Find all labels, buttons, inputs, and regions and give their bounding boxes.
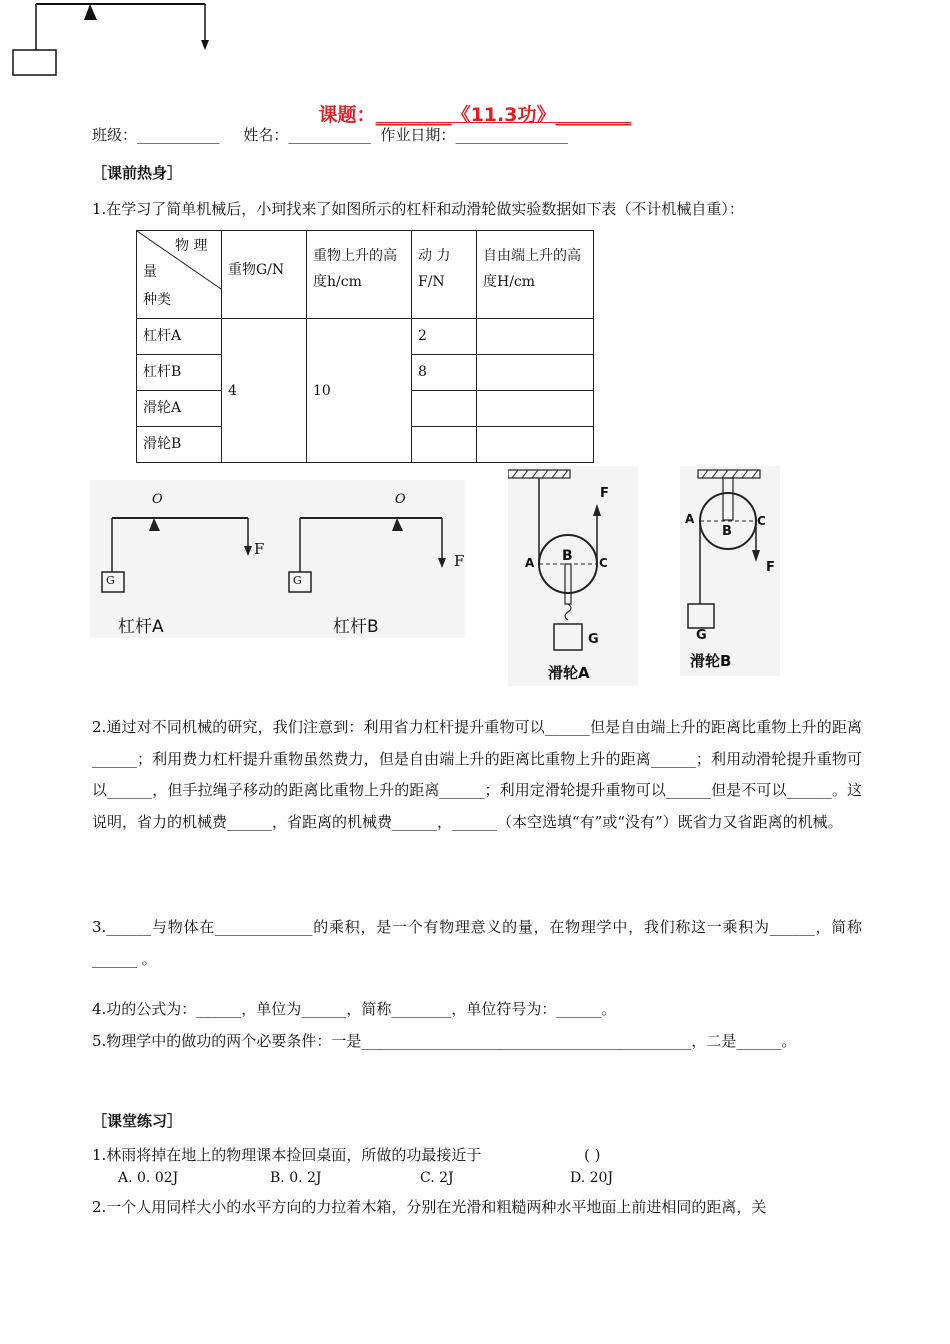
lever-a-caption: 杠杆A (118, 617, 164, 637)
label-c: C (757, 514, 766, 528)
q1-intro: 1.在学习了简单机械后，小珂找来了如图所示的杠杆和动滑轮做实验数据如下表（不计机械自重）： (92, 200, 744, 218)
free-value (477, 355, 594, 391)
weight-g-label: G (696, 628, 707, 643)
page-title: 课题：________《11.3功》________ (318, 104, 632, 126)
row-name: 滑轮B (137, 427, 222, 463)
question-4: 4.功的公式为：______，单位为______，简称________，单位符号为：______。 (92, 1000, 617, 1018)
force-value: 8 (412, 355, 477, 391)
row-name: 杠杆A (137, 319, 222, 355)
free-value (477, 427, 594, 463)
table-corner-cell: 物 理 量 种类 (137, 231, 222, 319)
answer-paren: ( ) (584, 1146, 601, 1164)
force-value: 2 (412, 319, 477, 355)
question-3: 3.______与物体在_____________的乘积，是一个有物理意义的量，在物理学中，我们称这一乘积为______，简称______ 。 (92, 918, 862, 968)
section-practice: ［课堂练习］ (92, 1112, 183, 1130)
option-c: C. 2J (420, 1170, 454, 1186)
practice-q2: 2.一个人用同样大小的水平方向的力拉着木箱，分别在光滑和粗糙两种水平地面上前进相同的距离，关 (92, 1198, 767, 1216)
height-value: 10 (307, 319, 412, 463)
pulley-b-caption: 滑轮B (690, 652, 732, 670)
row-name: 杠杆B (137, 355, 222, 391)
weight-value: 4 (222, 319, 307, 463)
force-f-label: F (766, 560, 775, 575)
label-a: A (525, 556, 535, 570)
label-b: B (562, 548, 573, 564)
header-force: 动 力F/N (412, 231, 477, 319)
pulley-a-figure (508, 466, 638, 686)
pivot-o-label: O (395, 492, 406, 507)
force-f-label: F (600, 486, 609, 501)
force-f-label: F (454, 552, 465, 570)
pivot-o-label: O (152, 492, 163, 507)
data-table (136, 230, 594, 463)
force-value (412, 427, 477, 463)
top-lever-fragment (0, 0, 220, 80)
option-a: A. 0. 02J (118, 1170, 179, 1186)
pulley-a-caption: 滑轮A (548, 664, 590, 682)
practice-q1-stem: 1.林雨将掉在地上的物理课本捡回桌面，所做的功最接近于 (92, 1146, 482, 1164)
question-5: 5.物理学中的做功的两个必要条件：一是____________________________________________，二是______。 (92, 1032, 797, 1050)
force-f-label: F (254, 540, 265, 558)
header-weight: 重物G/N (222, 231, 307, 319)
lever-a-diagram (102, 518, 252, 592)
header-height: 重物上升的高度h/cm (307, 231, 412, 319)
option-b: B. 0. 2J (270, 1170, 322, 1186)
option-d: D. 20J (570, 1170, 614, 1186)
free-value (477, 319, 594, 355)
label-c: C (599, 556, 608, 570)
lever-figure (90, 480, 465, 638)
label-a: A (685, 512, 695, 526)
weight-g-label: G (106, 574, 115, 587)
pulley-b-figure (680, 466, 780, 676)
force-value (412, 391, 477, 427)
info-line: 班级：___________ 姓名：___________ 作业日期：_______________ (92, 126, 568, 144)
practice-q1-options (0, 1170, 950, 1192)
header-free-end: 自由端上升的高度H/cm (477, 231, 594, 319)
lever-b-caption: 杠杆B (333, 617, 379, 637)
free-value (477, 391, 594, 427)
label-b: B (722, 524, 732, 539)
row-name: 滑轮A (137, 391, 222, 427)
weight-g-label: G (588, 632, 599, 647)
section-warmup: ［课前热身］ (92, 164, 183, 182)
lever-b-diagram (289, 518, 446, 592)
weight-g-label: G (293, 574, 302, 587)
question-2: 2.通过对不同机械的研究，我们注意到：利用省力杠杆提升重物可以______但是自由端上升的距离比重物上升的距离______；利用费力杠杆提升重物虽然费力，但是自由端上升的距离比重物上升的距离______；利用动滑轮提升重物可以______，但手拉绳子移动的距离比重物上升的距离______；利用定滑轮提升重物可以______但是不可以______。这说明，省力的机械费______，省距离的机械费______，______（本空选填“有”或“没有”）既省力又省距离的机械。 (92, 718, 862, 831)
